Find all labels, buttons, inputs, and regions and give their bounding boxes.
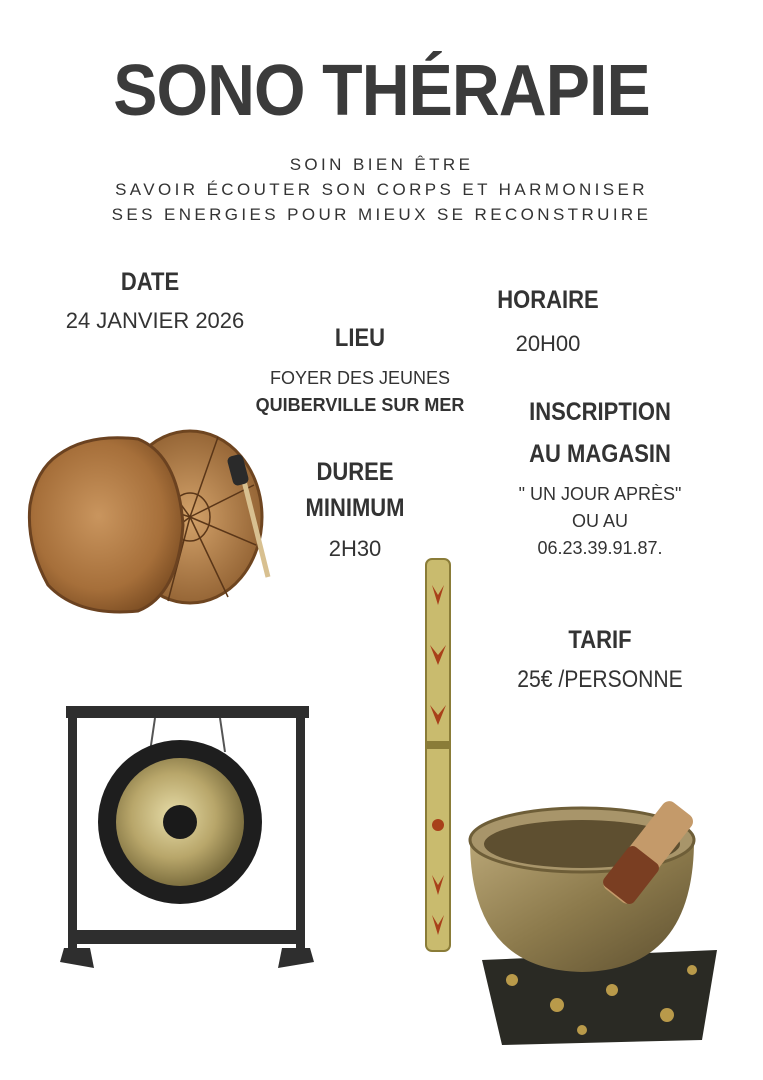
subtitle-line-3: SES ENERGIES POUR MIEUX SE RECONSTRUIRE — [111, 205, 652, 224]
inscription-label-2: AU MAGASIN — [529, 440, 671, 468]
duree-value: 2H30 — [328, 536, 382, 561]
subtitle-line-2: SAVOIR ÉCOUTER SON CORPS ET HARMONISER — [115, 180, 648, 199]
lieu-label: LIEU — [334, 324, 386, 352]
date-value: 24 JANVIER 2026 — [65, 308, 245, 333]
subtitle-line-1: SOIN BIEN ÊTRE — [289, 155, 474, 174]
frame-drum-image — [18, 425, 278, 625]
horaire-value: 20H00 — [515, 331, 581, 356]
duree-label-2: MINIMUM — [305, 494, 405, 522]
gong-image — [60, 700, 315, 980]
duree-label: DUREE — [316, 458, 394, 486]
lieu-line-2: QUIBERVILLE SUR MER — [255, 395, 465, 415]
inscription-label: INSCRIPTION — [529, 398, 671, 426]
page-title: SONO THÉRAPIE — [113, 51, 650, 131]
inscription-line-1: " UN JOUR APRÈS" — [518, 484, 682, 504]
date-label: DATE — [120, 268, 180, 296]
rain-stick-image — [418, 555, 458, 955]
tarif-label: TARIF — [568, 626, 632, 654]
horaire-label: HORAIRE — [497, 286, 599, 314]
lieu-line-1: FOYER DES JEUNES — [269, 368, 451, 388]
singing-bowl-image — [462, 790, 742, 1050]
inscription-line-2: OU AU — [571, 511, 628, 531]
tarif-value: 25€ /PERSONNE — [517, 666, 683, 693]
inscription-phone: 06.23.39.91.87. — [537, 538, 663, 558]
